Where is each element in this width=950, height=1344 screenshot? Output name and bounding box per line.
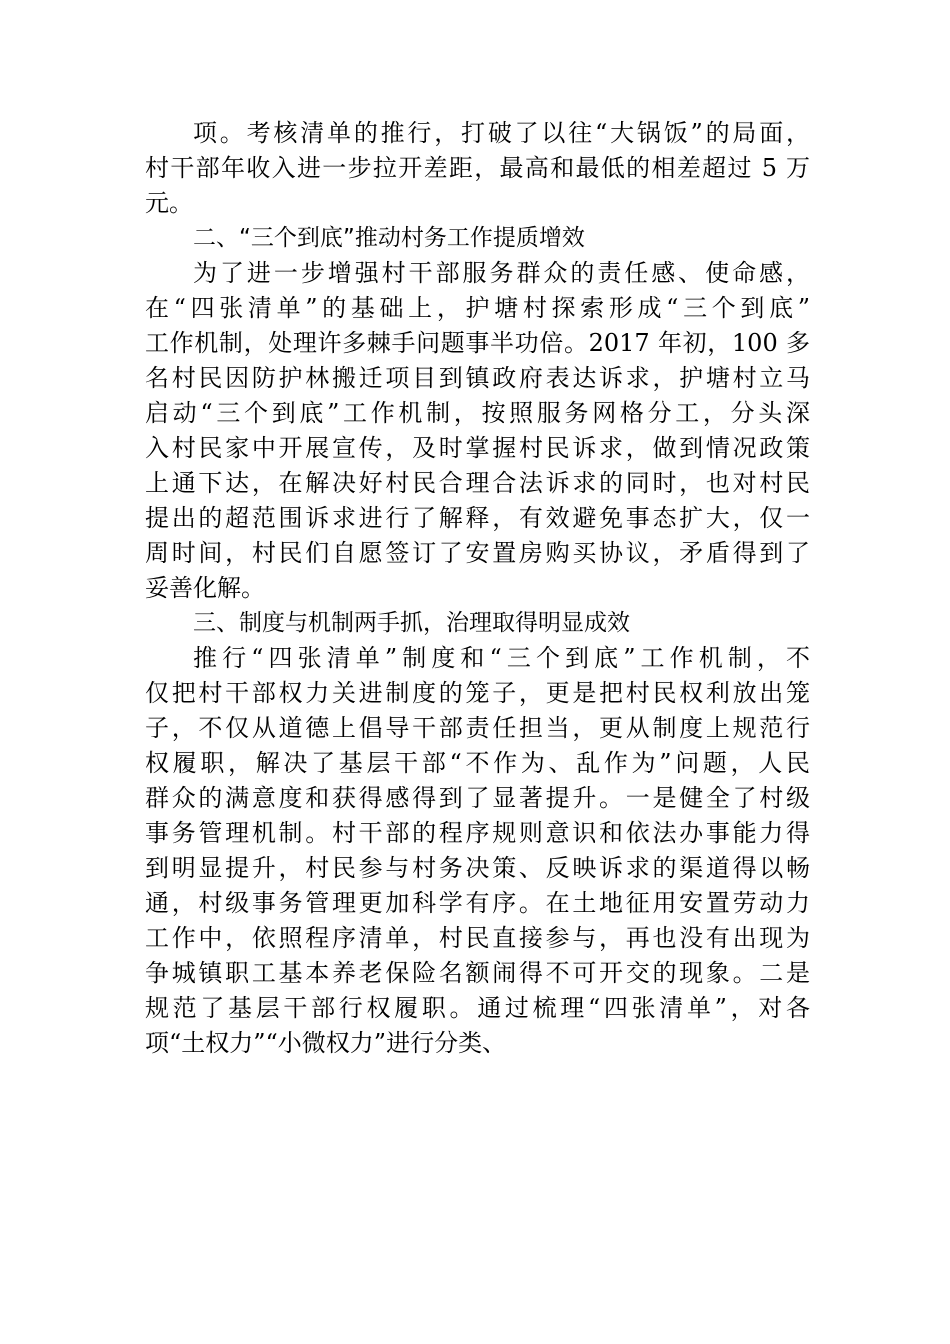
text-line: 工作中，依照程序清单，村民直接参与，再也没有出现为 xyxy=(145,924,810,952)
text-line: 权履职，解决了基层干部“不作为、乱作为”问题，人民 xyxy=(145,749,810,777)
paragraph-section-2 xyxy=(145,256,810,606)
text-line: 提出的超范围诉求进行了解释，有效避免事态扩大，仅一 xyxy=(145,504,810,532)
text-line: 周时间，村民们自愿签订了安置房购买协议，矛盾得到了 xyxy=(145,539,810,567)
text-line: 事务管理机制。村干部的程序规则意识和依法办事能力得 xyxy=(145,819,810,847)
text-line: 工作机制，处理许多棘手问题事半功倍。2017 年初，100 多 xyxy=(145,329,810,357)
text-line: 到明显提升，村民参与村务决策、反映诉求的渠道得以畅 xyxy=(145,854,810,882)
text-line: 妥善化解。 xyxy=(145,574,265,602)
section-heading-3: 三、制度与机制两手抓，治理取得明显成效 xyxy=(193,610,630,636)
document-body xyxy=(145,116,810,1061)
text-line: 名村民因防护林搬迁项目到镇政府表达诉求，护塘村立马 xyxy=(145,364,810,392)
text-line: 规范了基层干部行权履职。通过梳理“四张清单”，对各 xyxy=(145,994,810,1022)
text-line: 入村民家中开展宣传，及时掌握村民诉求，做到情况政策 xyxy=(145,434,810,462)
text-line: 村干部年收入进一步拉开差距，最高和最低的相差超过 5 万 xyxy=(145,154,810,182)
section-heading-2: 二、“三个到底”推动村务工作提质增效 xyxy=(193,225,585,251)
text-line: 群众的满意度和获得感得到了显著提升。一是健全了村级 xyxy=(145,784,810,812)
text-line: 上通下达，在解决好村民合理合法诉求的同时，也对村民 xyxy=(145,469,810,497)
text-line: 项“土权力”“小微权力”进行分类、 xyxy=(145,1029,507,1057)
text-line: 为了进一步增强村干部服务群众的责任感、使命感， xyxy=(193,259,810,287)
paragraph-section-3 xyxy=(145,641,810,1061)
text-line: 在“四张清单”的基础上，护塘村探索形成“三个到底” xyxy=(145,294,810,322)
paragraph-continuation xyxy=(145,116,810,221)
text-line: 元。 xyxy=(145,189,193,217)
text-line: 推行“四张清单”制度和“三个到底”工作机制，不 xyxy=(193,644,810,672)
text-line: 通，村级事务管理更加科学有序。在土地征用安置劳动力 xyxy=(145,889,810,917)
text-line: 仅把村干部权力关进制度的笼子，更是把村民权利放出笼 xyxy=(145,679,810,707)
text-line: 子，不仅从道德上倡导干部责任担当，更从制度上规范行 xyxy=(145,714,810,742)
text-line: 争城镇职工基本养老保险名额闹得不可开交的现象。二是 xyxy=(145,959,810,987)
text-line: 启动“三个到底”工作机制，按照服务网格分工，分头深 xyxy=(145,399,810,427)
text-line: 项。考核清单的推行，打破了以往“大锅饭”的局面， xyxy=(193,119,810,147)
